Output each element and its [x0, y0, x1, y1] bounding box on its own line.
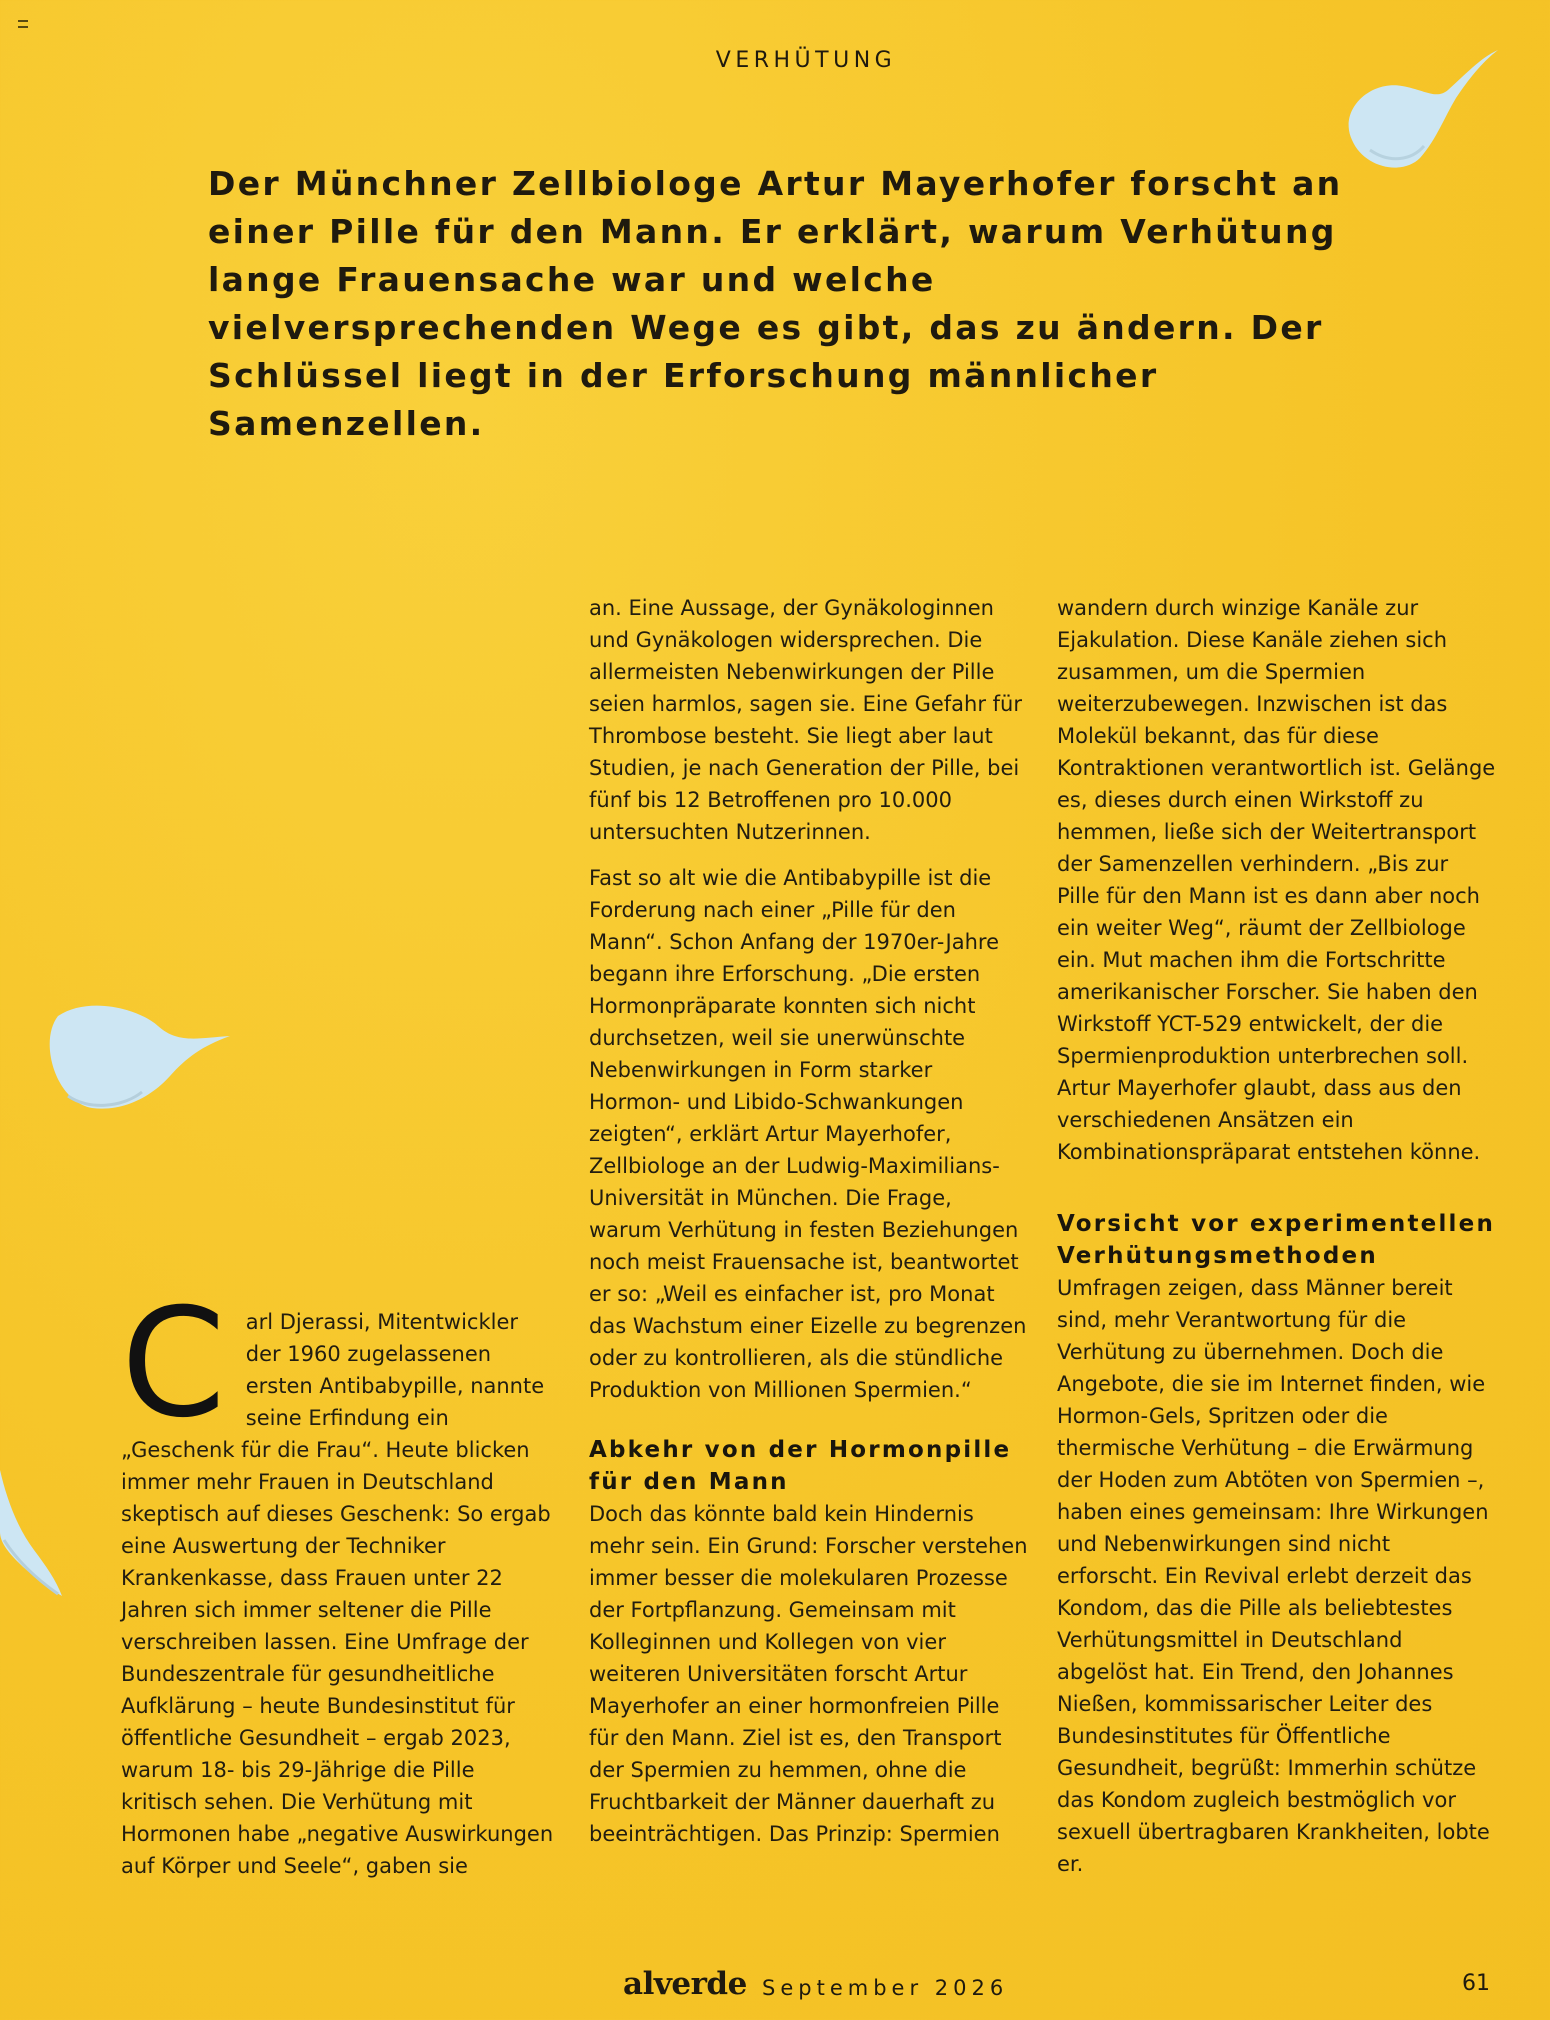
body-paragraph: Fast so alt wie die Antibabypille ist die Forderung nach einer „Pille für den Mann“. Schon Anfang der 1970er-Jahre begann ihre Erforschung. „Die ersten Hormonpräparate konnten sich nicht durchsetzen, weil sie unerwünschte Nebenwirkungen in Form starker Hormon- und Libido-Schwankungen zeigten“, erklärt Artur Mayerhofer, Zellbiologe an der Ludwig-Maximilians-Universität in München. Die Frage, warum Verhütung in festen Beziehungen noch meist Frauensache ist, beantwortet er so: „Weil es einfacher ist, pro Monat das Wachstum einer Eizelle zu begrenzen oder zu kontrollieren, als die stündliche Produktion von Millionen Spermien.“: [589, 866, 1027, 1402]
intro-lead: Der Münchner Zellbiologe Artur Mayerhofer forscht an einer Pille für den Mann. Er erklärt, warum Verhütung lange Frauensache war und welche vielversprechenden Wege es gibt, das zu ändern. Der Schlüssel liegt in der Erforschung männlicher Samenzellen.: [208, 164, 1343, 443]
article-column-2: [589, 592, 1029, 1850]
magazine-logo: alverde: [623, 1966, 747, 2002]
sperm-cell-icon: [38, 998, 238, 1118]
sperm-cell-icon: [0, 1470, 70, 1600]
drop-cap: C: [121, 1277, 226, 1451]
subheading: Vorsicht vor experimentellen Verhütungsmethoden: [1057, 1211, 1496, 1269]
section-label: VERHÜTUNG: [715, 48, 897, 73]
issue-date: September 2026: [762, 1976, 1009, 2000]
sperm-cell-icon: [1340, 40, 1510, 175]
body-paragraph: Doch das könnte bald kein Hindernis mehr sein. Ein Grund: Forscher verstehen immer besser die molekularen Prozesse der Fortpflanzung. Gemeinsam mit Kolleginnen und Kollegen von vier weiteren Universitäten forscht Artur Mayerhofer an einer hormonfreien Pille für den Mann. Ziel ist es, den Transport der Spermien zu hemmen, ohne die Fruchtbarkeit der Männer dauerhaft zu beeinträchtigen. Das Prinzip: Spermien: [589, 1502, 1028, 1846]
body-paragraph: an. Eine Aussage, der Gynäkologinnen und Gynäkologen widersprechen. Die allermeisten Nebenwirkungen der Pille seien harmlos, sagen sie. Eine Gefahr für Thrombose besteht. Sie liegt aber laut Studien, je nach Generation der Pille, bei fünf bis 12 Betroffenen pro 10.000 untersuchten Nutzerinnen.: [589, 596, 1022, 844]
article-column-3: [1057, 592, 1497, 1880]
body-paragraph: Umfragen zeigen, dass Männer bereit sind, mehr Verantwortung für die Verhütung zu übernehmen. Doch die Angebote, die sie im Internet finden, wie Hormon-Gels, Spritzen oder die thermische Verhütung – die Erwärmung der Hoden zum Abtöten von Spermien –, haben eines gemeinsam: Ihre Wirkungen und Nebenwirkungen sind nicht erforscht. Ein Revival erlebt derzeit das Kondom, das die Pille als beliebtestes Verhütungsmittel in Deutschland abgelöst hat. Ein Trend, den Johannes Nießen, kommissarischer Leiter des Bundesinstitutes für Öffentliche Gesundheit, begrüßt: Immerhin schütze das Kondom zugleich bestmöglich vor sexuell übertragbaren Krankheiten, lobte er.: [1057, 1276, 1490, 1876]
subheading: Abkehr von der Hormonpille für den Mann: [589, 1437, 1012, 1495]
menu-icon[interactable]: [18, 20, 28, 28]
page-number: 61: [1462, 1971, 1490, 1996]
article-column-1: [121, 1277, 556, 1882]
body-paragraph: wandern durch winzige Kanäle zur Ejakulation. Diese Kanäle ziehen sich zusammen, um die Spermien weiterzubewegen. Inzwischen ist das Molekül bekannt, das für diese Kontraktionen verantwortlich ist. Gelänge es, dieses durch einen Wirkstoff zu hemmen, ließe sich der Weitertransport der Samenzellen verhindern. „Bis zur Pille für den Mann ist es dann aber noch ein weiter Weg“, räumt der Zellbiologe ein. Mut machen ihm die Fortschritte amerikanischer Forscher. Sie haben den Wirkstoff YCT-529 entwickelt, der die Spermienproduktion unterbrechen soll. Artur Mayerhofer glaubt, dass aus den verschiedenen Ansätzen ein Kombinationspräparat entstehen könne.: [1057, 596, 1496, 1164]
body-paragraph: arl Djerassi, Mitentwickler der 1960 zugelassenen ersten Antibabypille, nannte seine Erfindung ein „Geschenk für die Frau“. Heute blicken immer mehr Frauen in Deutschland skeptisch auf dieses Geschenk: So ergab eine Auswertung der Techniker Krankenkasse, dass Frauen unter 22 Jahren sich immer seltener die Pille verschreiben lassen. Eine Umfrage der Bundeszentrale für gesundheitliche Aufklärung – heute Bundesinstitut für öffentliche Gesundheit – ergab 2023, warum 18- bis 29-Jährige die Pille kritisch sehen. Die Verhütung mit Hormonen habe „negative Auswirkungen auf Körper und Seele“, gaben sie: [121, 1310, 554, 1878]
